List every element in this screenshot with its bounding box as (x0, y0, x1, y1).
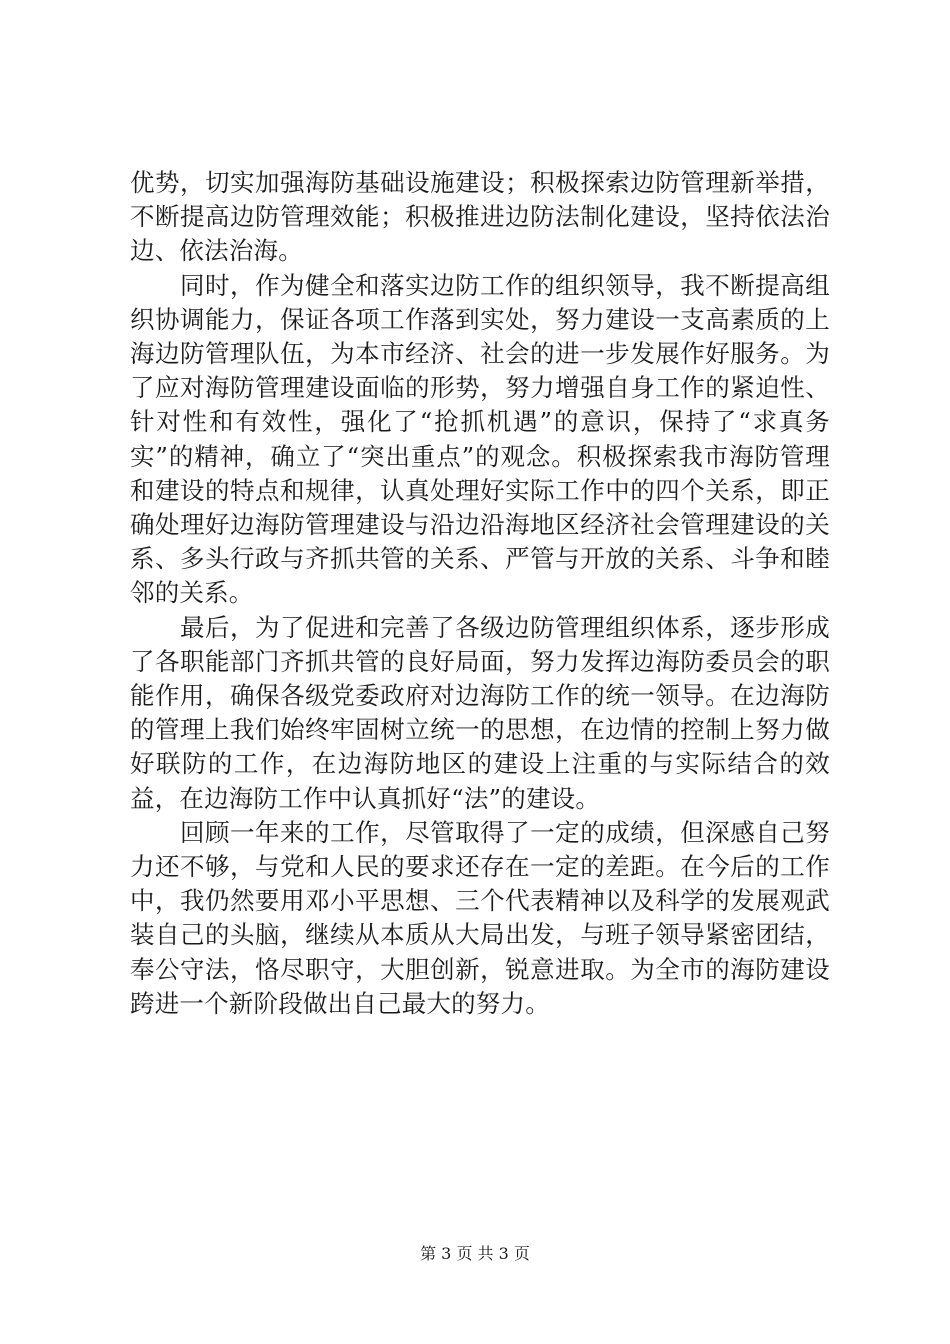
document-body (130, 166, 830, 1021)
paragraph-2: 同时，作为健全和落实边防工作的组织领导，我不断提高组织协调能力，保证各项工作落到实处，努力建设一支高素质的上海边防管理队伍，为本市经济、社会的进一步发展作好服务。为了应对海防管理建设面临的形势，努力增强自身工作的紧迫性、针对性和有效性，强化了“抢抓机遇”的意识，保持了“求真务实”的精神，确立了“突出重点”的观念。积极探索我市海防管理和建设的特点和规律，认真处理好实际工作中的四个关系，即正确处理好边海防管理建设与沿边沿海地区经济社会管理建设的关系、多头行政与齐抓共管的关系、严管与开放的关系、斗争和睦邻的关系。 (130, 270, 830, 608)
page-number-footer: 第 3 页 共 3 页 (420, 1244, 530, 1263)
paragraph-3: 最后，为了促进和完善了各级边防管理组织体系，逐步形成了各职能部门齐抓共管的良好局面，努力发挥边海防委员会的职能作用，确保各级党委政府对边海防工作的统一领导。在边海防的管理上我们始终牢固树立统一的思想，在边情的控制上努力做好联防的工作，在边海防地区的建设上注重的与实际结合的效益，在边海防工作中认真抓好“法”的建设。 (130, 612, 830, 813)
paragraph-1: 优势，切实加强海防基础设施建设；积极探索边防管理新举措，不断提高边防管理效能；积极推进边防法制化建设，坚持依法治边、依法治海。 (130, 168, 830, 266)
paragraph-4: 回顾一年来的工作，尽管取得了一定的成绩，但深感自己努力还不够，与党和人民的要求还存在一定的差距。在今后的工作中，我仍然要用邓小平思想、三个代表精神以及科学的发展观武装自己的头脑，继续从本质从大局出发，与班子领导紧密团结，奉公守法，恪尽职守，大胆创新，锐意进取。为全市的海防建设跨进一个新阶段做出自己最大的努力。 (130, 817, 830, 1018)
